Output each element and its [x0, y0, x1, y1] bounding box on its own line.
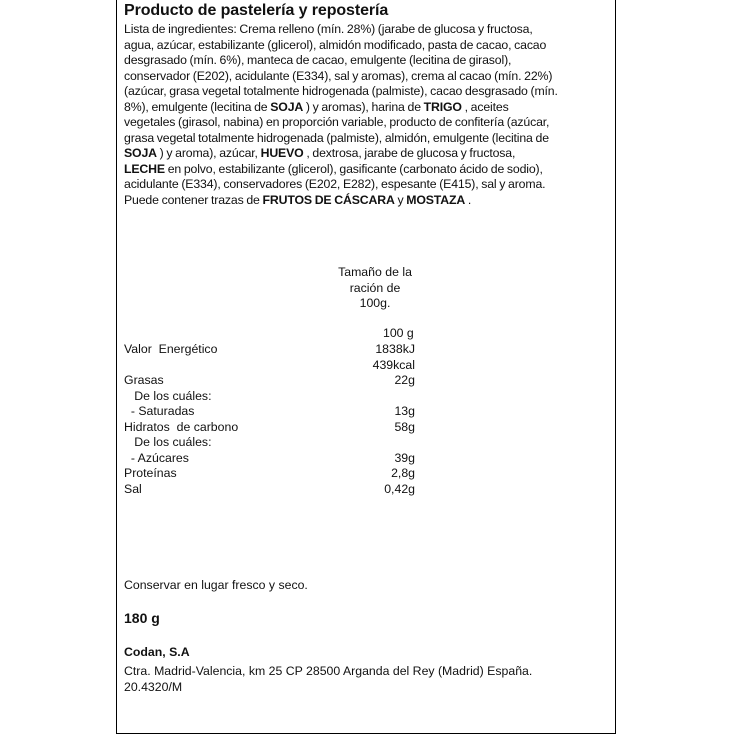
- ingredients-line: [124, 162, 612, 178]
- ingredients-text: ) y aroma), azúcar,: [156, 146, 261, 160]
- ingredients-line: [124, 38, 612, 54]
- address-line-1: Ctra. Madrid-Valencia, km 25 CP 28500 Arganda del Rey (Madrid) España.: [124, 664, 533, 678]
- ingredients-text: Puede contener trazas de: [124, 192, 263, 207]
- ingredients-line: [124, 131, 612, 147]
- ingredients-text: ) y aromas), harina de: [303, 99, 424, 114]
- ingredients-line: [124, 146, 612, 162]
- nutrition-row-label: De los cuáles:: [124, 388, 212, 403]
- address-line-2: 20.4320/M: [124, 680, 183, 694]
- ingredients-text: conservador (E202), acidulante (E334), sal y aromas), crema al cacao (mín. 22%): [124, 68, 553, 83]
- allergen-highlight: HUEVO: [260, 146, 304, 160]
- net-weight: 180 g: [124, 610, 160, 626]
- ingredients-line: [124, 177, 612, 193]
- ingredients-text: (azúcar, grasa vegetal totalmente hidrogenada (palmiste), cacao desgrasado (mín.: [124, 84, 558, 98]
- ingredients-text: grasa vegetal totalmente hidrogenada (palmiste), almidón, emulgente (lecitina de: [124, 130, 549, 145]
- nutrition-row-label: Grasas: [124, 373, 164, 387]
- ingredients-text: desgrasado (mín. 6%), manteca de cacao, emulgente (lecitina de girasol),: [124, 53, 512, 67]
- nutrition-row-label: Valor Energético: [124, 342, 218, 356]
- allergen-highlight: TRIGO: [423, 99, 462, 114]
- nutrition-row-label: Sal: [124, 481, 142, 496]
- nutrition-row-label: Hidratos de carbono: [124, 419, 239, 434]
- company-address: [124, 663, 614, 695]
- allergen-highlight: SOJA: [270, 99, 304, 114]
- ingredients-text: vegetales (girasol, nabina) en proporción variable, producto de confitería (azúcar,: [124, 115, 550, 129]
- company-name: Codan, S.A: [124, 645, 190, 659]
- ingredients-text: Lista de ingredientes: Crema relleno (mín. 28%) (jarabe de glucosa y fructosa,: [124, 22, 533, 36]
- ingredients-line: [124, 69, 612, 85]
- nutrition-labels: [124, 342, 238, 497]
- nutrition-row-label: De los cuáles:: [124, 435, 212, 449]
- ingredients-line: [124, 193, 612, 209]
- allergen-highlight: FRUTOS DE CÁSCARA: [262, 192, 395, 207]
- nutrition-row-value: 0,42g: [384, 481, 415, 496]
- serving-size: [320, 265, 430, 312]
- product-title: Producto de pastelería y repostería: [124, 2, 389, 19]
- nutrition-row-value: 439kcal: [372, 357, 415, 372]
- ingredients-text: 8%), emulgente (lecitina de: [124, 99, 271, 114]
- nutrition-values: [340, 342, 415, 497]
- nutrition-row-value: 1838kJ: [375, 342, 415, 356]
- ingredients-text: , dextrosa, jarabe de glucosa y fructosa,: [303, 146, 516, 160]
- ingredients-line: [124, 84, 612, 100]
- ingredients-text: , aceites: [461, 99, 509, 114]
- nutrition-row-value: 22g: [394, 373, 415, 387]
- ingredients-text: .: [465, 192, 472, 207]
- allergen-highlight: SOJA: [124, 146, 157, 160]
- ingredients-line: [124, 22, 612, 38]
- nutrition-row-value: 13g: [394, 404, 415, 418]
- nutrition-row-label: Proteínas: [124, 466, 177, 480]
- nutrition-row-label: [124, 358, 238, 374]
- ingredients-line: [124, 115, 612, 131]
- nutrition-row-label: - Azúcares: [124, 450, 189, 465]
- nutrition-row-value: [340, 389, 415, 405]
- nutrition-row-label: - Saturadas: [124, 404, 195, 418]
- nutrition-column-header: 100 g: [383, 326, 414, 340]
- serving-size-line2: 100g.: [359, 296, 391, 310]
- serving-size-line1: Tamaño de la ración de: [338, 265, 412, 295]
- ingredients-text: acidulante (E334), conservadores (E202, E282), espesante (E415), sal y aroma.: [124, 177, 546, 191]
- ingredients-line: [124, 100, 612, 116]
- nutrition-row-value: 39g: [394, 450, 415, 465]
- nutrition-row-value: 2,8g: [391, 466, 415, 480]
- ingredients-text: en polvo, estabilizante (glicerol), gasificante (carbonato ácido de sodio),: [164, 161, 543, 176]
- storage-instructions: Conservar en lugar fresco y seco.: [124, 578, 308, 592]
- ingredients-list: [124, 22, 612, 208]
- allergen-highlight: LECHE: [124, 161, 165, 176]
- ingredients-text: agua, azúcar, estabilizante (glicerol), almidón modificado, pasta de cacao, cacao: [124, 37, 547, 52]
- nutrition-row-value: [340, 435, 415, 451]
- ingredients-text: y: [394, 192, 407, 207]
- allergen-highlight: MOSTAZA: [406, 192, 466, 207]
- nutrition-row-value: 58g: [394, 419, 415, 434]
- ingredients-line: [124, 53, 612, 69]
